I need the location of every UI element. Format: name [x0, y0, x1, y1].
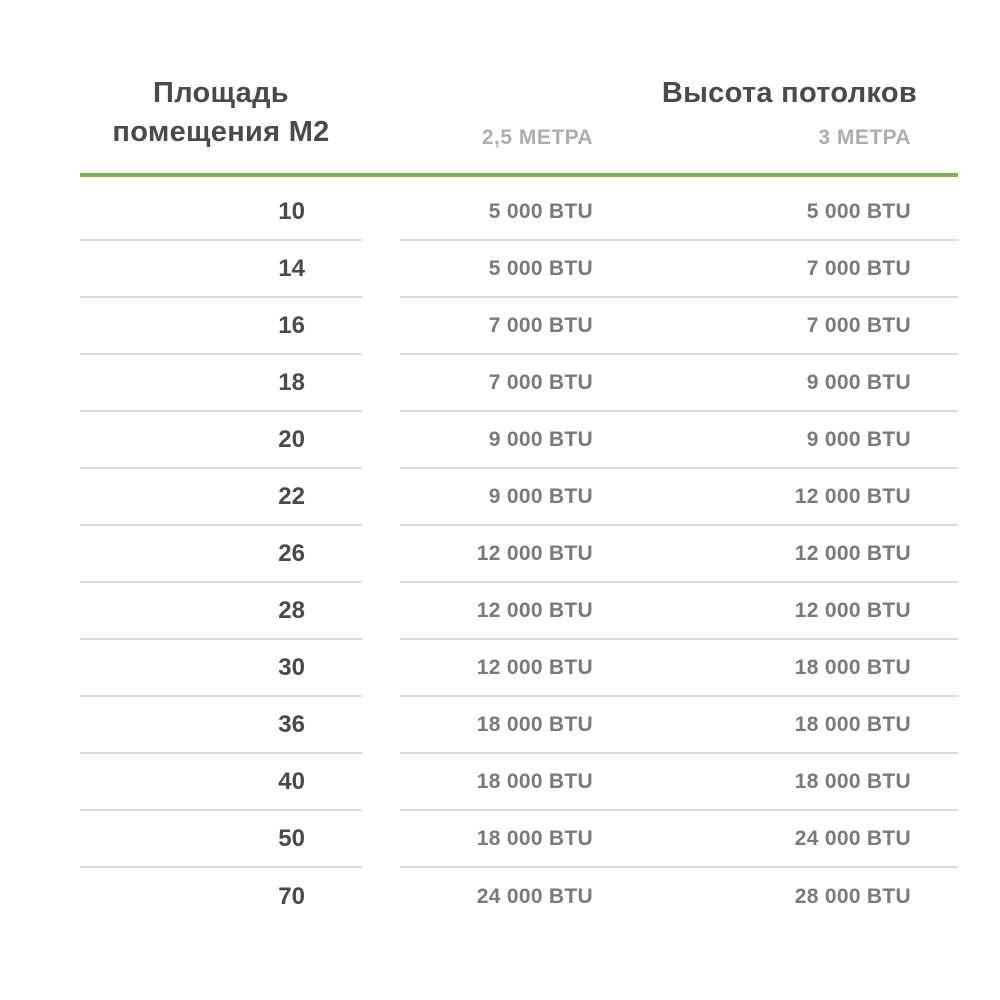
column-gap [362, 526, 400, 583]
table-row [80, 241, 958, 298]
btu-cells-group [400, 412, 958, 469]
table-row [80, 526, 958, 583]
btu-3m-cell: 18 000 BTU [794, 769, 911, 793]
btu-2-5m-cell: 12 000 BTU [476, 541, 593, 565]
column-gap [362, 355, 400, 412]
area-cell: 70 [278, 882, 305, 910]
btu-3m-cell: 12 000 BTU [794, 484, 911, 508]
btu-cells-group [400, 298, 958, 355]
btu-3m-cell: 9 000 BTU [806, 370, 911, 394]
column-gap [362, 640, 400, 697]
btu-cells-group [400, 526, 958, 583]
btu-cells-group [400, 583, 958, 640]
subheader-3-meters: 3 МЕТРА [818, 126, 911, 149]
table-row [80, 412, 958, 469]
btu-3m-cell: 12 000 BTU [794, 598, 911, 622]
column-gap [362, 298, 400, 355]
btu-cells-group [400, 355, 958, 412]
column-gap [362, 469, 400, 526]
table-row [80, 640, 958, 697]
btu-cells-group [400, 754, 958, 811]
btu-2-5m-cell: 24 000 BTU [476, 884, 593, 908]
btu-2-5m-cell: 18 000 BTU [476, 769, 593, 793]
area-cell: 22 [80, 469, 362, 526]
btu-2-5m-cell: 5 000 BTU [488, 199, 593, 223]
table-row [80, 868, 958, 925]
area-cell: 20 [80, 412, 362, 469]
btu-cells-group [400, 184, 958, 241]
area-column-header [80, 62, 362, 152]
btu-cells-group [400, 640, 958, 697]
area-cell: 30 [80, 640, 362, 697]
btu-cells-group [400, 868, 958, 925]
area-cell: 28 [80, 583, 362, 640]
btu-cells-group [400, 811, 958, 868]
btu-3m-cell: 12 000 BTU [794, 541, 911, 565]
column-gap [362, 811, 400, 868]
btu-3m-cell: 9 000 BTU [806, 427, 911, 451]
table-body [80, 177, 958, 925]
column-gap [362, 412, 400, 469]
btu-2-5m-cell: 7 000 BTU [488, 313, 593, 337]
column-gap [362, 184, 400, 241]
column-gap [362, 868, 400, 925]
ceiling-header-title: Высота потолков [661, 77, 917, 109]
table-row [80, 298, 958, 355]
btu-3m-cell: 7 000 BTU [806, 256, 911, 280]
btu-3m-cell: 18 000 BTU [794, 655, 911, 679]
btu-2-5m-cell: 12 000 BTU [476, 598, 593, 622]
btu-2-5m-cell: 12 000 BTU [476, 655, 593, 679]
btu-cells-group [400, 697, 958, 754]
btu-cells-group [400, 469, 958, 526]
table-row [80, 811, 958, 868]
btu-2-5m-cell: 9 000 BTU [488, 427, 593, 451]
btu-3m-cell: 28 000 BTU [794, 884, 911, 908]
area-cell: 26 [80, 526, 362, 583]
btu-3m-cell: 5 000 BTU [806, 199, 911, 223]
table-header [80, 62, 958, 152]
subheader-2-5-meters: 2,5 МЕТРА [481, 126, 593, 149]
column-gap [362, 697, 400, 754]
area-cell: 36 [80, 697, 362, 754]
column-gap [362, 754, 400, 811]
btu-3m-cell: 24 000 BTU [794, 826, 911, 850]
area-cell: 10 [80, 184, 362, 241]
table-row [80, 697, 958, 754]
btu-cells-group [400, 241, 958, 298]
table-row [80, 355, 958, 412]
area-cell: 14 [80, 241, 362, 298]
area-cell: 18 [80, 355, 362, 412]
table-row [80, 177, 958, 241]
btu-2-5m-cell: 7 000 BTU [488, 370, 593, 394]
table-row [80, 469, 958, 526]
btu-2-5m-cell: 9 000 BTU [488, 484, 593, 508]
btu-2-5m-cell: 5 000 BTU [488, 256, 593, 280]
column-gap [362, 583, 400, 640]
area-header-line1: Площадь [153, 77, 289, 109]
btu-2-5m-cell: 18 000 BTU [476, 826, 593, 850]
btu-3m-cell: 18 000 BTU [794, 712, 911, 736]
btu-3m-cell: 7 000 BTU [806, 313, 911, 337]
ceiling-column-header [400, 62, 958, 152]
column-gap [362, 241, 400, 298]
ceiling-subheaders [400, 126, 958, 150]
table-row [80, 754, 958, 811]
area-header-line2: помещения М2 [112, 116, 330, 148]
area-cell: 16 [80, 298, 362, 355]
area-cell: 50 [80, 811, 362, 868]
table-row [80, 583, 958, 640]
area-cell: 40 [80, 754, 362, 811]
btu-2-5m-cell: 18 000 BTU [476, 712, 593, 736]
column-gap [362, 62, 400, 152]
